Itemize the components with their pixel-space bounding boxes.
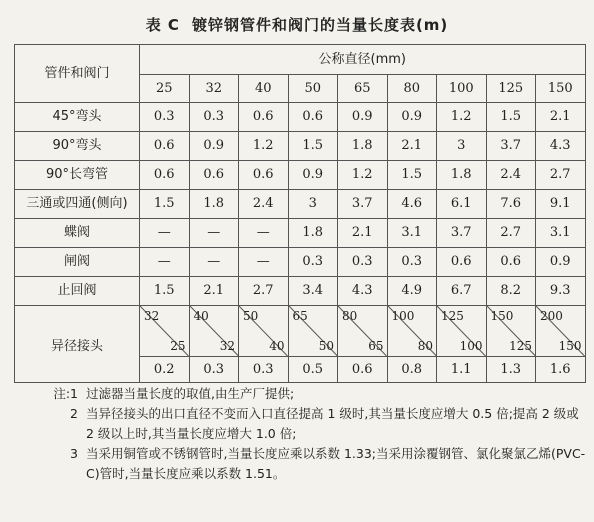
reducer-size-cell	[536, 306, 586, 357]
outlet-diameter: 100	[459, 339, 483, 353]
table-row	[15, 248, 586, 277]
diameter-header: 125	[486, 75, 536, 103]
table-cell: 1.8	[189, 190, 239, 219]
table-cell: 0.6	[288, 103, 338, 132]
table-cell: 0.3	[189, 357, 239, 383]
inlet-diameter: 32	[144, 309, 160, 323]
reducer-size-row	[15, 306, 586, 357]
table-cell: 2.4	[239, 190, 289, 219]
note-item	[28, 384, 588, 404]
table-cell: 0.6	[239, 161, 289, 190]
table-cell: 0.6	[437, 248, 487, 277]
inlet-diameter: 80	[342, 309, 358, 323]
table-cell: 2.4	[486, 161, 536, 190]
table-cell: —	[140, 219, 190, 248]
diameter-header: 100	[437, 75, 487, 103]
fitting-header: 管件和阀门	[15, 45, 140, 103]
table-cell: 4.6	[387, 190, 437, 219]
row-label: 止回阀	[15, 277, 140, 306]
table-cell: 8.2	[486, 277, 536, 306]
row-label: 异径接头	[15, 306, 140, 383]
table-cell: 1.2	[338, 161, 388, 190]
inlet-diameter: 150	[490, 309, 514, 323]
table-cell: 0.3	[288, 248, 338, 277]
table-cell: 3.1	[536, 219, 586, 248]
row-label: 45°弯头	[15, 103, 140, 132]
table-cell: 2.1	[387, 132, 437, 161]
table-cell: 0.6	[140, 161, 190, 190]
diameter-header: 40	[239, 75, 289, 103]
diameter-header: 65	[338, 75, 388, 103]
table-cell: 0.6	[140, 132, 190, 161]
inlet-diameter: 125	[441, 309, 464, 323]
table-row	[15, 219, 586, 248]
table-cell: —	[140, 248, 190, 277]
table-cell: 2.1	[338, 219, 388, 248]
table-cell: 2.1	[189, 277, 239, 306]
outlet-diameter: 125	[509, 339, 532, 353]
table-cell: 1.8	[288, 219, 338, 248]
table-cell: 1.2	[437, 103, 487, 132]
table-cell: 0.6	[189, 161, 239, 190]
table-cell: 4.9	[387, 277, 437, 306]
inlet-diameter: 200	[540, 309, 563, 323]
table-cell: —	[189, 248, 239, 277]
note-number: 3	[70, 446, 78, 461]
table-cell: 0.9	[387, 103, 437, 132]
table-cell: 2.1	[536, 103, 586, 132]
reducer-size-cell	[387, 306, 437, 357]
table-cell: 1.5	[140, 190, 190, 219]
table-body	[15, 103, 586, 383]
table-cell: 0.2	[140, 357, 190, 383]
table-row	[15, 161, 586, 190]
table-cell: 0.5	[288, 357, 338, 383]
table-cell: 4.3	[338, 277, 388, 306]
outlet-diameter: 80	[417, 339, 433, 353]
notes-section	[28, 384, 588, 484]
inlet-diameter: 40	[193, 309, 209, 323]
table-cell: 6.7	[437, 277, 487, 306]
table-cell: 1.8	[437, 161, 487, 190]
header-row	[15, 45, 586, 75]
table-cell: 3	[288, 190, 338, 219]
equivalent-length-table	[14, 44, 586, 383]
diameter-header: 150	[536, 75, 586, 103]
diameter-group-header: 公称直径(mm)	[140, 45, 586, 75]
diameter-header: 25	[140, 75, 190, 103]
inlet-diameter: 100	[391, 309, 415, 323]
table-cell: 0.3	[140, 103, 190, 132]
table-cell: 0.3	[387, 248, 437, 277]
row-label: 90°长弯管	[15, 161, 140, 190]
table-cell: 0.6	[486, 248, 536, 277]
inlet-diameter: 65	[292, 309, 308, 323]
table-cell: 1.5	[140, 277, 190, 306]
reducer-size-cell	[338, 306, 388, 357]
table-cell: 2.7	[239, 277, 289, 306]
table-cell: —	[239, 248, 289, 277]
table-cell: 6.1	[437, 190, 487, 219]
table-cell: 0.9	[189, 132, 239, 161]
table-cell: —	[239, 219, 289, 248]
row-label: 蝶阀	[15, 219, 140, 248]
table-cell: 1.5	[288, 132, 338, 161]
table-number: 表 C	[145, 16, 180, 34]
table-cell: 3.4	[288, 277, 338, 306]
table-row	[15, 132, 586, 161]
table-row	[15, 277, 586, 306]
table-cell: 1.3	[486, 357, 536, 383]
table-cell: 3.7	[338, 190, 388, 219]
row-label: 闸阀	[15, 248, 140, 277]
table-cell: —	[189, 219, 239, 248]
row-label: 三通或四通(侧向)	[15, 190, 140, 219]
reducer-size-cell	[140, 306, 190, 357]
table-cell: 0.9	[536, 248, 586, 277]
note-item	[28, 404, 588, 444]
note-text: 过滤器当量长度的取值,由生产厂提供;	[86, 386, 295, 401]
table-cell: 2.7	[536, 161, 586, 190]
inlet-diameter: 50	[243, 309, 259, 323]
outlet-diameter: 32	[219, 339, 235, 353]
table-cell: 0.9	[338, 103, 388, 132]
table-cell: 0.3	[189, 103, 239, 132]
note-item	[28, 444, 588, 484]
note-number: 2	[70, 406, 78, 421]
table-cell: 0.8	[387, 357, 437, 383]
table-row	[15, 190, 586, 219]
table-cell: 4.3	[536, 132, 586, 161]
reducer-size-cell	[288, 306, 338, 357]
outlet-diameter: 25	[170, 339, 186, 353]
table-caption: 镀锌钢管件和阀门的当量长度表(m)	[191, 16, 449, 34]
outlet-diameter: 40	[269, 339, 285, 353]
note-text: 当异径接头的出口直径不变而入口直径提高 1 级时,其当量长度应增大 0.5 倍;提高 2 级或 2 级以上时,其当量长度应增大 1.0 倍;	[86, 406, 579, 441]
table-cell: 0.3	[338, 248, 388, 277]
table-cell: 1.8	[338, 132, 388, 161]
table-cell: 0.6	[338, 357, 388, 383]
diameter-header: 80	[387, 75, 437, 103]
table-cell: 3.1	[387, 219, 437, 248]
table-cell: 3.7	[486, 132, 536, 161]
table-cell: 1.5	[486, 103, 536, 132]
table-cell: 2.7	[486, 219, 536, 248]
outlet-diameter: 65	[368, 339, 384, 353]
table-title	[0, 14, 594, 35]
table-cell: 0.3	[239, 357, 289, 383]
table-cell: 9.3	[536, 277, 586, 306]
row-label: 90°弯头	[15, 132, 140, 161]
outlet-diameter: 50	[318, 339, 334, 353]
table-cell: 1.6	[536, 357, 586, 383]
diameter-header: 32	[189, 75, 239, 103]
table-cell: 3.7	[437, 219, 487, 248]
reducer-size-cell	[486, 306, 536, 357]
note-text: 当采用铜管或不锈钢管时,当量长度应乘以系数 1.33;当采用涂覆钢管、氯化聚氯乙烯(PVC-C)管时,当量长度应乘以系数 1.51。	[86, 446, 586, 481]
note-number: 注:1	[53, 386, 78, 401]
table-row	[15, 103, 586, 132]
reducer-size-cell	[189, 306, 239, 357]
table-cell: 0.9	[288, 161, 338, 190]
table-cell: 3	[437, 132, 487, 161]
table-cell: 7.6	[486, 190, 536, 219]
outlet-diameter: 150	[558, 339, 582, 353]
reducer-size-cell	[239, 306, 289, 357]
diameter-header: 50	[288, 75, 338, 103]
table-cell: 1.1	[437, 357, 487, 383]
table-cell: 0.6	[239, 103, 289, 132]
reducer-size-cell	[437, 306, 487, 357]
table-cell: 9.1	[536, 190, 586, 219]
table-cell: 1.5	[387, 161, 437, 190]
table-cell: 1.2	[239, 132, 289, 161]
